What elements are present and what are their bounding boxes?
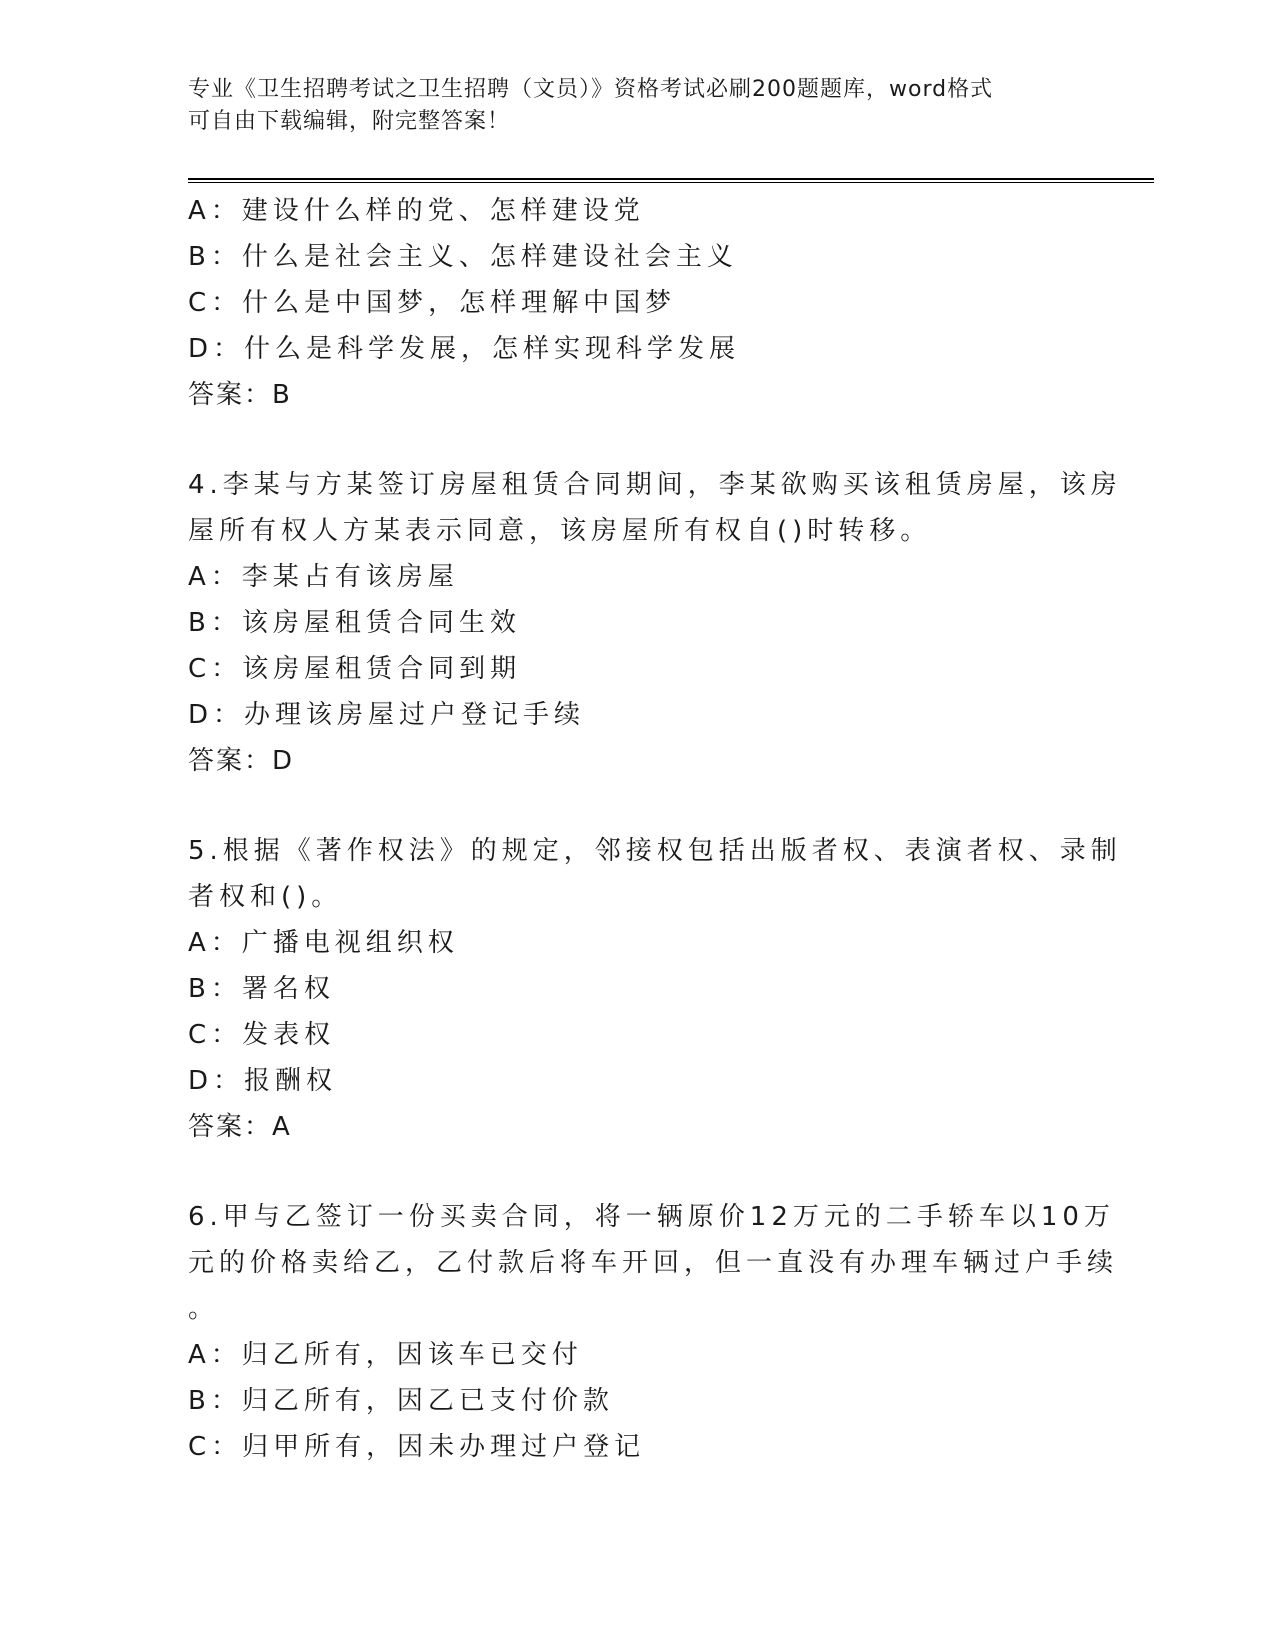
answer-line: 答案：B (188, 380, 292, 410)
question-stem-line-2: 元的价格卖给乙，乙付款后将车开回，但一直没有办理车辆过户手续 (188, 1248, 1119, 1278)
option-d: D：报酬权 (188, 1066, 338, 1096)
option-c: C：该房屋租赁合同到期 (188, 654, 522, 684)
question-3 (188, 188, 1068, 418)
option-a: A：广播电视组织权 (188, 928, 459, 958)
header-line-2: 可自由下载编辑，附完整答案！ (188, 109, 511, 134)
option-a: A：建设什么样的党、怎样建设党 (188, 196, 645, 226)
question-stem-line-1: 6.甲与乙签订一份买卖合同，将一辆原价12万元的二手轿车以10万 (188, 1202, 1115, 1232)
document-header (188, 74, 1088, 138)
option-c: C：归甲所有，因未办理过户登记 (188, 1432, 646, 1462)
question-stem-line-1: 5.根据《著作权法》的规定，邻接权包括出版者权、表演者权、录制 (188, 836, 1122, 866)
header-line-1: 专业《卫生招聘考试之卫生招聘（文员）》资格考试必刷200题题库，word格式 (188, 77, 994, 102)
option-c: C：什么是中国梦，怎样理解中国梦 (188, 288, 677, 318)
question-4 (188, 462, 1122, 784)
question-list (188, 188, 1122, 1470)
option-b: B：什么是社会主义、怎样建设社会主义 (188, 242, 738, 272)
question-5 (188, 828, 1122, 1150)
answer-line: 答案：A (188, 1112, 292, 1142)
question-stem-line-2: 屋所有权人方某表示同意，该房屋所有权自()时转移。 (188, 516, 932, 546)
option-b: B：该房屋租赁合同生效 (188, 608, 521, 638)
question-6 (188, 1194, 1119, 1470)
question-stem-line-3: 。 (188, 1294, 220, 1324)
option-a: A：归乙所有，因该车已交付 (188, 1340, 583, 1370)
header-divider-thick (188, 178, 1154, 180)
answer-line: 答案：D (188, 746, 295, 776)
option-b: B：归乙所有，因乙已支付价款 (188, 1386, 614, 1416)
option-c: C：发表权 (188, 1020, 336, 1050)
question-stem-line-1: 4.李某与方某签订房屋租赁合同期间，李某欲购买该租赁房屋，该房 (188, 470, 1122, 500)
header-divider-thin (188, 182, 1154, 183)
option-d: D：什么是科学发展，怎样实现科学发展 (188, 334, 741, 364)
option-d: D：办理该房屋过户登记手续 (188, 700, 586, 730)
option-b: B：署名权 (188, 974, 335, 1004)
question-stem-line-2: 者权和()。 (188, 882, 343, 912)
option-a: A：李某占有该房屋 (188, 562, 459, 592)
